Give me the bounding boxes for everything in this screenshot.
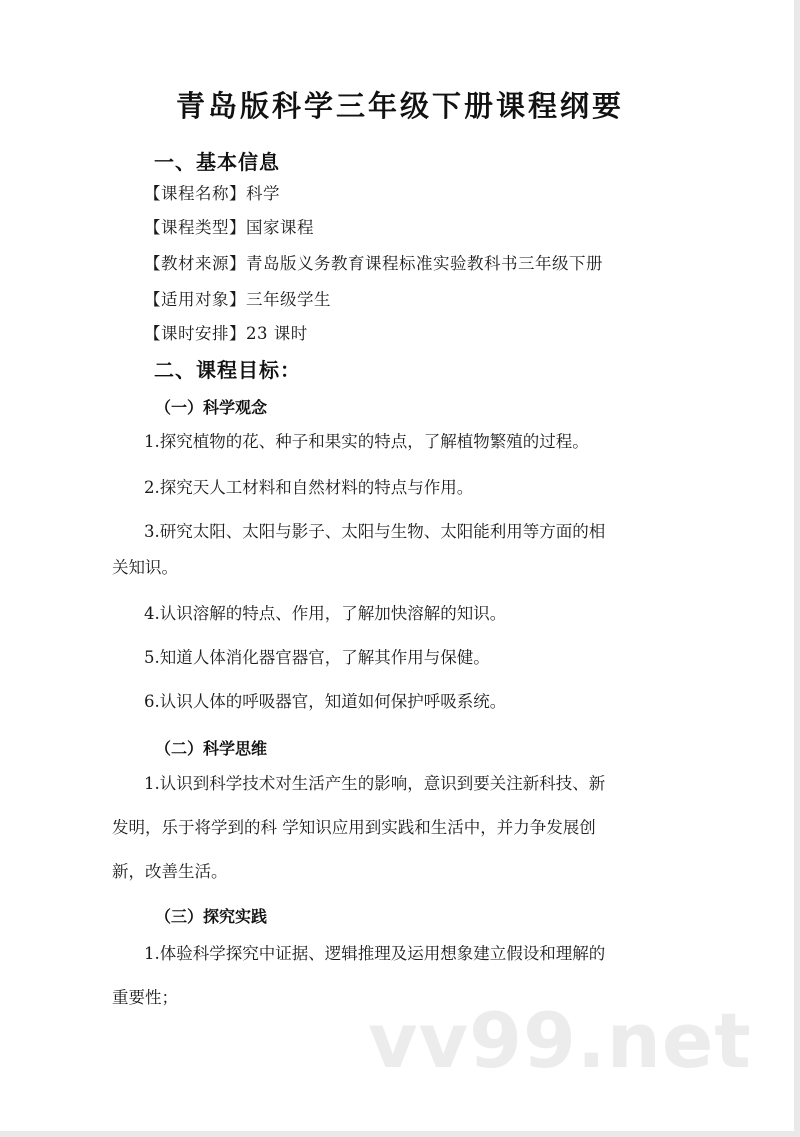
- goal-item: 5.知道人体消化器官器官，了解其作用与保健。: [144, 648, 490, 667]
- info-value: 青岛版义务教育课程标准实验教科书三年级下册: [246, 254, 603, 273]
- subsection-science-concept-heading: （一）科学观念: [155, 398, 268, 417]
- subsection-science-thinking-heading: （二）科学思维: [155, 739, 268, 758]
- section-basic-info-heading: 一、基本信息: [154, 150, 280, 174]
- watermark: vv99.net: [368, 996, 752, 1085]
- info-value: 科学: [246, 184, 280, 203]
- info-label: 【适用对象】: [144, 290, 246, 309]
- subsection-inquiry-practice-heading: （三）探究实践: [155, 907, 268, 926]
- info-value: 国家课程: [246, 218, 314, 237]
- info-row-course-name: [144, 180, 280, 204]
- info-label: 【课程名称】: [144, 184, 246, 203]
- info-row-textbook-source: [144, 250, 603, 274]
- section-goals-heading: 二、课程目标：: [154, 358, 301, 382]
- goal-item: 6.认识人体的呼吸器官，知道如何保护呼吸系统。: [144, 692, 507, 711]
- document-title: 青岛版科学三年级下册课程纲要: [175, 89, 624, 123]
- info-row-audience: [144, 286, 331, 310]
- info-row-schedule: [144, 320, 308, 344]
- info-row-course-type: [144, 214, 314, 238]
- goal-item: 2.探究天人工材料和自然材料的特点与作用。: [144, 478, 474, 497]
- info-label: 【课时安排】: [144, 324, 246, 343]
- info-label: 【课程类型】: [144, 218, 246, 237]
- goal-item: 1.体验科学探究中证据、逻辑推理及运用想象建立假设和理解的 重要性；: [112, 944, 606, 1007]
- goal-item: 1.探究植物的花、种子和果实的特点，了解植物繁殖的过程。: [144, 432, 589, 451]
- goal-item: 3.研究太阳、太阳与影子、太阳与生物、太阳能利用等方面的相 关知识。: [112, 522, 606, 577]
- goal-item: 4.认识溶解的特点、作用，了解加快溶解的知识。: [144, 604, 507, 623]
- info-value: 23 课时: [246, 324, 308, 343]
- info-label: 【教材来源】: [144, 254, 246, 273]
- info-value: 三年级学生: [246, 290, 331, 309]
- goal-item: 1.认识到科学技术对生活产生的影响，意识到要关注新科技、新 发明，乐于将学到的科 学知识应用到实践和生活中，并力争发展创 新，改善生活。: [112, 774, 606, 881]
